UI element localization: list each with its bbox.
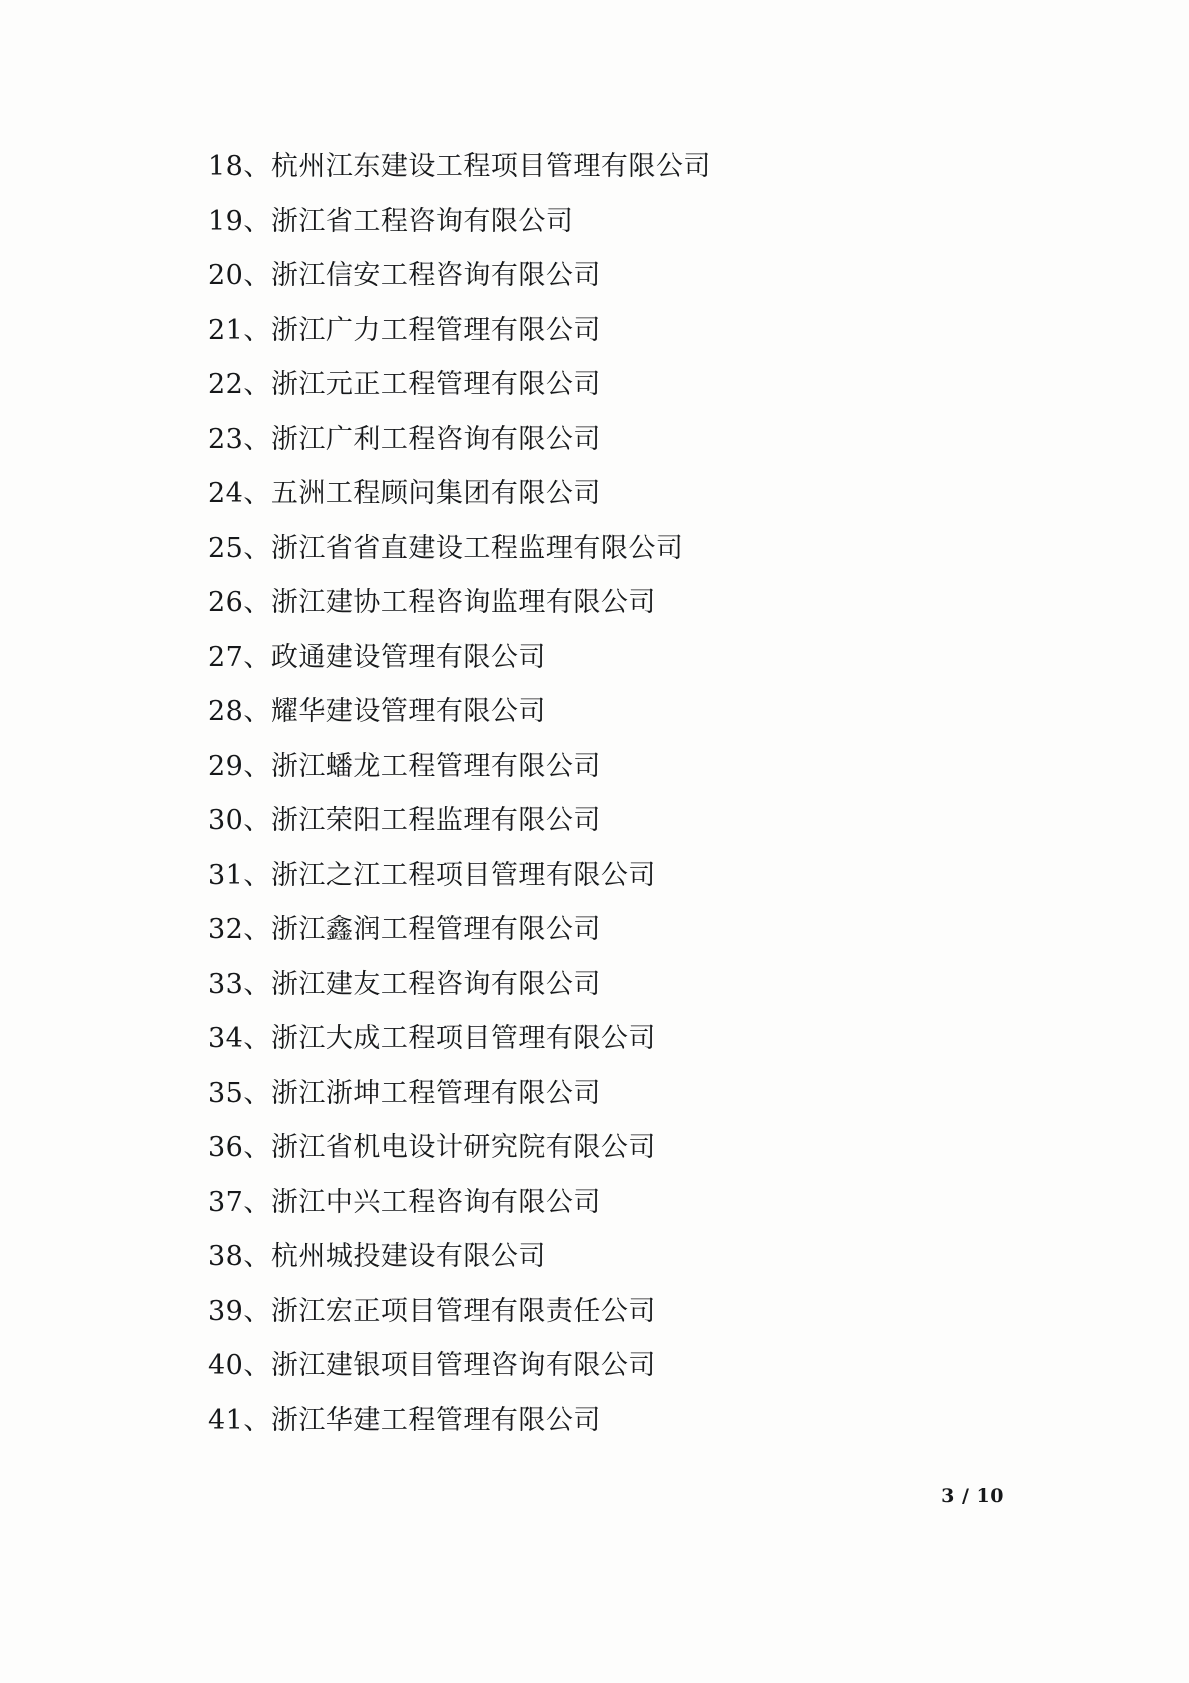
list-item: 30、浙江荣阳工程监理有限公司	[208, 805, 601, 836]
list-item: 19、浙江省工程咨询有限公司	[208, 205, 574, 237]
company-list	[208, 140, 1008, 1448]
list-item: 18、杭州江东建设工程项目管理有限公司	[208, 151, 711, 182]
list-item: 39、浙江宏正项目管理有限责任公司	[208, 1295, 656, 1327]
list-item: 25、浙江省省直建设工程监理有限公司	[208, 532, 684, 564]
list-item: 41、浙江华建工程管理有限公司	[208, 1404, 601, 1436]
list-item: 29、浙江蟠龙工程管理有限公司	[208, 750, 601, 782]
list-item: 33、浙江建友工程咨询有限公司	[208, 968, 601, 1000]
list-item: 27、政通建设管理有限公司	[208, 641, 546, 673]
list-item: 24、五洲工程顾问集团有限公司	[208, 478, 601, 509]
page-number: 3 / 10	[941, 1485, 1004, 1507]
list-item: 28、耀华建设管理有限公司	[208, 696, 546, 727]
list-item: 40、浙江建银项目管理咨询有限公司	[208, 1350, 656, 1381]
list-item: 23、浙江广利工程咨询有限公司	[208, 423, 601, 455]
list-item: 32、浙江鑫润工程管理有限公司	[208, 914, 601, 945]
list-item: 35、浙江浙坤工程管理有限公司	[208, 1077, 601, 1109]
list-item: 34、浙江大成工程项目管理有限公司	[208, 1023, 656, 1054]
list-item: 37、浙江中兴工程咨询有限公司	[208, 1186, 601, 1218]
list-item: 21、浙江广力工程管理有限公司	[208, 314, 601, 346]
list-item: 38、杭州城投建设有限公司	[208, 1241, 546, 1272]
list-item: 31、浙江之江工程项目管理有限公司	[208, 859, 656, 891]
list-item: 22、浙江元正工程管理有限公司	[208, 369, 601, 400]
list-item: 20、浙江信安工程咨询有限公司	[208, 260, 601, 291]
list-item: 26、浙江建协工程咨询监理有限公司	[208, 587, 656, 618]
list-item: 36、浙江省机电设计研究院有限公司	[208, 1132, 656, 1163]
